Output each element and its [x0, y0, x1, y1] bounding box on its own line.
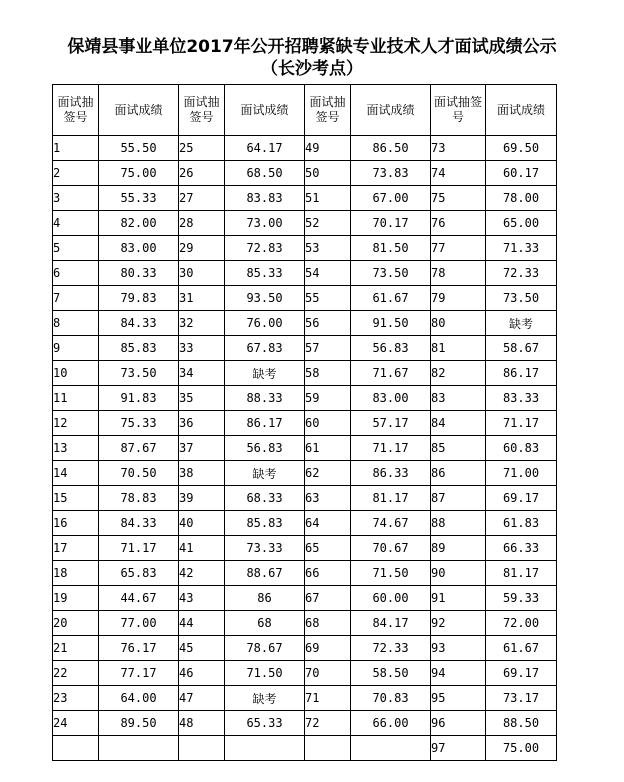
- score-cell: 72.83: [225, 236, 305, 261]
- score-cell: 81.50: [351, 236, 431, 261]
- draw-number-cell: 78: [431, 261, 486, 286]
- draw-number-cell: 25: [179, 136, 225, 161]
- score-cell: 57.17: [351, 411, 431, 436]
- draw-number-cell: 80: [431, 311, 486, 336]
- draw-number-cell: 57: [305, 336, 351, 361]
- score-cell: 70.17: [351, 211, 431, 236]
- score-cell: 78.67: [225, 636, 305, 661]
- score-cell: 77.17: [99, 661, 179, 686]
- score-cell: 缺考: [486, 311, 557, 336]
- draw-number-cell: 3: [53, 186, 99, 211]
- draw-number-cell: 47: [179, 686, 225, 711]
- draw-number-cell: 90: [431, 561, 486, 586]
- draw-number-cell: 14: [53, 461, 99, 486]
- draw-number-cell: 68: [305, 611, 351, 636]
- score-cell: 71.17: [351, 436, 431, 461]
- score-cell: 69.50: [486, 136, 557, 161]
- draw-number-cell: 9: [53, 336, 99, 361]
- score-cell: 61.67: [486, 636, 557, 661]
- score-cell: [99, 736, 179, 761]
- table-row: [53, 211, 557, 236]
- score-cell: 85.33: [225, 261, 305, 286]
- score-cell: 58.50: [351, 661, 431, 686]
- score-cell: 78.83: [99, 486, 179, 511]
- table-row: [53, 286, 557, 311]
- draw-number-cell: 2: [53, 161, 99, 186]
- table-row: [53, 336, 557, 361]
- score-cell: 65.83: [99, 561, 179, 586]
- draw-number-cell: 44: [179, 611, 225, 636]
- score-cell: 81.17: [351, 486, 431, 511]
- score-cell: 84.33: [99, 511, 179, 536]
- score-cell: 86.50: [351, 136, 431, 161]
- table-row: [53, 161, 557, 186]
- draw-number-cell: 8: [53, 311, 99, 336]
- score-cell: 73.83: [351, 161, 431, 186]
- draw-number-cell: 58: [305, 361, 351, 386]
- draw-number-cell: 11: [53, 386, 99, 411]
- score-cell: 73.17: [486, 686, 557, 711]
- draw-number-cell: 92: [431, 611, 486, 636]
- score-cell: 82.00: [99, 211, 179, 236]
- score-cell: 75.00: [486, 736, 557, 761]
- score-cell: 64.17: [225, 136, 305, 161]
- draw-number-cell: 72: [305, 711, 351, 736]
- draw-number-cell: 94: [431, 661, 486, 686]
- score-cell: 71.33: [486, 236, 557, 261]
- header-score: 面试成绩: [225, 85, 305, 136]
- score-cell: 73.00: [225, 211, 305, 236]
- draw-number-cell: 88: [431, 511, 486, 536]
- draw-number-cell: 95: [431, 686, 486, 711]
- score-cell: 71.67: [351, 361, 431, 386]
- score-cell: 72.33: [351, 636, 431, 661]
- draw-number-cell: 71: [305, 686, 351, 711]
- score-cell: 65.00: [486, 211, 557, 236]
- header-row: [53, 85, 557, 136]
- score-cell: 59.33: [486, 586, 557, 611]
- draw-number-cell: 50: [305, 161, 351, 186]
- score-cell: 71.17: [99, 536, 179, 561]
- draw-number-cell: 82: [431, 361, 486, 386]
- draw-number-cell: 56: [305, 311, 351, 336]
- score-cell: 68.50: [225, 161, 305, 186]
- draw-number-cell: 23: [53, 686, 99, 711]
- table-row: [53, 461, 557, 486]
- draw-number-cell: 43: [179, 586, 225, 611]
- score-cell: 81.17: [486, 561, 557, 586]
- table-row: [53, 536, 557, 561]
- draw-number-cell: 69: [305, 636, 351, 661]
- score-cell: 88.50: [486, 711, 557, 736]
- table-row: [53, 661, 557, 686]
- draw-number-cell: 1: [53, 136, 99, 161]
- score-cell: 83.33: [486, 386, 557, 411]
- score-cell: 91.83: [99, 386, 179, 411]
- draw-number-cell: [53, 736, 99, 761]
- score-cell: 缺考: [225, 686, 305, 711]
- score-cell: 60.00: [351, 586, 431, 611]
- table-row: [53, 711, 557, 736]
- score-cell: 69.17: [486, 486, 557, 511]
- score-cell: 73.33: [225, 536, 305, 561]
- draw-number-cell: 12: [53, 411, 99, 436]
- draw-number-cell: 76: [431, 211, 486, 236]
- page-subtitle: （长沙考点）: [261, 59, 363, 79]
- score-cell: 71.17: [486, 411, 557, 436]
- score-cell: 85.83: [225, 511, 305, 536]
- score-cell: 72.33: [486, 261, 557, 286]
- score-cell: 70.50: [99, 461, 179, 486]
- score-cell: 71.50: [225, 661, 305, 686]
- score-cell: 68.33: [225, 486, 305, 511]
- draw-number-cell: 55: [305, 286, 351, 311]
- draw-number-cell: 29: [179, 236, 225, 261]
- score-cell: 69.17: [486, 661, 557, 686]
- score-cell: 60.17: [486, 161, 557, 186]
- score-cell: 79.83: [99, 286, 179, 311]
- draw-number-cell: 34: [179, 361, 225, 386]
- score-cell: [225, 736, 305, 761]
- draw-number-cell: 5: [53, 236, 99, 261]
- draw-number-cell: 59: [305, 386, 351, 411]
- score-cell: 86.33: [351, 461, 431, 486]
- score-cell: 88.67: [225, 561, 305, 586]
- header-score: 面试成绩: [486, 85, 557, 136]
- draw-number-cell: 30: [179, 261, 225, 286]
- score-cell: 56.83: [351, 336, 431, 361]
- score-cell: 74.67: [351, 511, 431, 536]
- table-row: [53, 486, 557, 511]
- score-cell: 83.00: [99, 236, 179, 261]
- score-cell: 86.17: [486, 361, 557, 386]
- draw-number-cell: [305, 736, 351, 761]
- table-row: [53, 186, 557, 211]
- header-draw-number: 面试抽签号: [53, 85, 99, 136]
- score-cell: 缺考: [225, 461, 305, 486]
- score-cell: 78.00: [486, 186, 557, 211]
- header-draw-number: 面试抽签号: [431, 85, 486, 136]
- score-cell: 84.17: [351, 611, 431, 636]
- score-cell: 44.67: [99, 586, 179, 611]
- score-cell: 55.33: [99, 186, 179, 211]
- draw-number-cell: 51: [305, 186, 351, 211]
- score-cell: 93.50: [225, 286, 305, 311]
- draw-number-cell: 60: [305, 411, 351, 436]
- draw-number-cell: 70: [305, 661, 351, 686]
- score-cell: 64.00: [99, 686, 179, 711]
- draw-number-cell: 49: [305, 136, 351, 161]
- score-cell: 60.83: [486, 436, 557, 461]
- score-cell: 87.67: [99, 436, 179, 461]
- draw-number-cell: 41: [179, 536, 225, 561]
- draw-number-cell: 7: [53, 286, 99, 311]
- draw-number-cell: 66: [305, 561, 351, 586]
- table-row: [53, 561, 557, 586]
- draw-number-cell: 28: [179, 211, 225, 236]
- score-cell: 67.00: [351, 186, 431, 211]
- table-row: [53, 736, 557, 761]
- draw-number-cell: 46: [179, 661, 225, 686]
- draw-number-cell: 52: [305, 211, 351, 236]
- score-cell: 61.83: [486, 511, 557, 536]
- score-cell: 72.00: [486, 611, 557, 636]
- draw-number-cell: 77: [431, 236, 486, 261]
- draw-number-cell: 20: [53, 611, 99, 636]
- draw-number-cell: 22: [53, 661, 99, 686]
- score-cell: 76.17: [99, 636, 179, 661]
- score-cell: 71.50: [351, 561, 431, 586]
- score-cell: 55.50: [99, 136, 179, 161]
- draw-number-cell: 93: [431, 636, 486, 661]
- score-cell: 65.33: [225, 711, 305, 736]
- draw-number-cell: 91: [431, 586, 486, 611]
- score-cell: 67.83: [225, 336, 305, 361]
- score-cell: 91.50: [351, 311, 431, 336]
- draw-number-cell: 65: [305, 536, 351, 561]
- score-cell: 70.83: [351, 686, 431, 711]
- draw-number-cell: 18: [53, 561, 99, 586]
- draw-number-cell: 97: [431, 736, 486, 761]
- score-cell: 71.00: [486, 461, 557, 486]
- draw-number-cell: 79: [431, 286, 486, 311]
- score-cell: 75.00: [99, 161, 179, 186]
- draw-number-cell: 35: [179, 386, 225, 411]
- draw-number-cell: 38: [179, 461, 225, 486]
- score-cell: 73.50: [486, 286, 557, 311]
- draw-number-cell: 63: [305, 486, 351, 511]
- score-cell: 80.33: [99, 261, 179, 286]
- draw-number-cell: 89: [431, 536, 486, 561]
- draw-number-cell: 39: [179, 486, 225, 511]
- draw-number-cell: 45: [179, 636, 225, 661]
- table-row: [53, 436, 557, 461]
- draw-number-cell: 67: [305, 586, 351, 611]
- draw-number-cell: 83: [431, 386, 486, 411]
- table-row: [53, 686, 557, 711]
- header-draw-number: 面试抽签号: [179, 85, 225, 136]
- draw-number-cell: 31: [179, 286, 225, 311]
- draw-number-cell: 96: [431, 711, 486, 736]
- table-row: [53, 586, 557, 611]
- page-title: 保靖县事业单位2017年公开招聘紧缺专业技术人才面试成绩公示: [67, 37, 557, 57]
- score-cell: 61.67: [351, 286, 431, 311]
- draw-number-cell: 75: [431, 186, 486, 211]
- score-cell: 75.33: [99, 411, 179, 436]
- draw-number-cell: 42: [179, 561, 225, 586]
- score-cell: 58.67: [486, 336, 557, 361]
- table-row: [53, 636, 557, 661]
- draw-number-cell: 61: [305, 436, 351, 461]
- table-row: [53, 236, 557, 261]
- draw-number-cell: 73: [431, 136, 486, 161]
- table-row: [53, 511, 557, 536]
- draw-number-cell: 19: [53, 586, 99, 611]
- score-cell: 84.33: [99, 311, 179, 336]
- table-row: [53, 261, 557, 286]
- score-cell: 70.67: [351, 536, 431, 561]
- score-cell: 83.83: [225, 186, 305, 211]
- draw-number-cell: 87: [431, 486, 486, 511]
- draw-number-cell: 33: [179, 336, 225, 361]
- table-row: [53, 386, 557, 411]
- table-row: [53, 611, 557, 636]
- draw-number-cell: 4: [53, 211, 99, 236]
- draw-number-cell: 40: [179, 511, 225, 536]
- draw-number-cell: 17: [53, 536, 99, 561]
- score-cell: 56.83: [225, 436, 305, 461]
- draw-number-cell: 36: [179, 411, 225, 436]
- draw-number-cell: 24: [53, 711, 99, 736]
- draw-number-cell: 10: [53, 361, 99, 386]
- draw-number-cell: 21: [53, 636, 99, 661]
- score-cell: 88.33: [225, 386, 305, 411]
- draw-number-cell: 27: [179, 186, 225, 211]
- table-row: [53, 361, 557, 386]
- draw-number-cell: 54: [305, 261, 351, 286]
- draw-number-cell: 6: [53, 261, 99, 286]
- score-cell: 89.50: [99, 711, 179, 736]
- draw-number-cell: 53: [305, 236, 351, 261]
- draw-number-cell: 85: [431, 436, 486, 461]
- score-cell: 86: [225, 586, 305, 611]
- draw-number-cell: 26: [179, 161, 225, 186]
- score-cell: 73.50: [351, 261, 431, 286]
- score-cell: 66.00: [351, 711, 431, 736]
- table-row: [53, 311, 557, 336]
- draw-number-cell: 13: [53, 436, 99, 461]
- draw-number-cell: 84: [431, 411, 486, 436]
- draw-number-cell: 15: [53, 486, 99, 511]
- score-cell: 缺考: [225, 361, 305, 386]
- score-cell: 66.33: [486, 536, 557, 561]
- score-cell: 83.00: [351, 386, 431, 411]
- header-score: 面试成绩: [351, 85, 431, 136]
- draw-number-cell: 48: [179, 711, 225, 736]
- header-score: 面试成绩: [99, 85, 179, 136]
- table-row: [53, 411, 557, 436]
- scores-table: [52, 84, 557, 761]
- score-cell: [351, 736, 431, 761]
- draw-number-cell: 62: [305, 461, 351, 486]
- draw-number-cell: [179, 736, 225, 761]
- draw-number-cell: 64: [305, 511, 351, 536]
- header-draw-number: 面试抽签号: [305, 85, 351, 136]
- draw-number-cell: 86: [431, 461, 486, 486]
- draw-number-cell: 81: [431, 336, 486, 361]
- score-cell: 76.00: [225, 311, 305, 336]
- score-cell: 77.00: [99, 611, 179, 636]
- draw-number-cell: 74: [431, 161, 486, 186]
- score-cell: 86.17: [225, 411, 305, 436]
- score-cell: 73.50: [99, 361, 179, 386]
- score-cell: 85.83: [99, 336, 179, 361]
- draw-number-cell: 16: [53, 511, 99, 536]
- draw-number-cell: 37: [179, 436, 225, 461]
- score-cell: 68: [225, 611, 305, 636]
- draw-number-cell: 32: [179, 311, 225, 336]
- table-row: [53, 136, 557, 161]
